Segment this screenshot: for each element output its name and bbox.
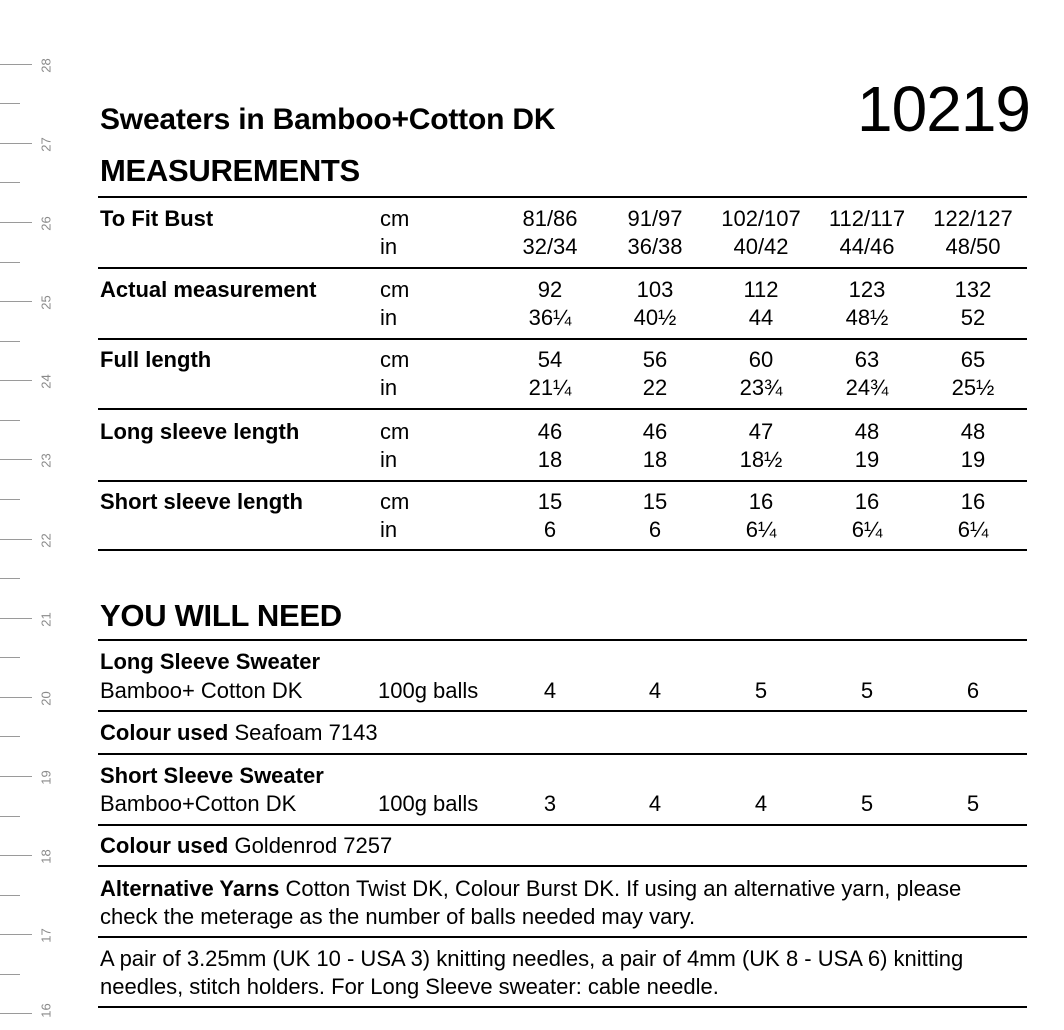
value: 32/34 — [522, 234, 578, 259]
ruler-number: 23 — [38, 453, 54, 468]
value: 16 — [854, 489, 880, 514]
value: 48 — [854, 419, 880, 444]
ball-count: 6 — [966, 678, 980, 703]
short-ball-unit: 100g balls — [378, 791, 479, 816]
ruler-tick — [0, 420, 20, 421]
rule — [98, 824, 1027, 826]
alt-text: Cotton Twist DK, Colour Burst DK. If using an alternative yarn, please check the meterage as the number of balls needed may vary. — [100, 876, 962, 929]
ruler-tick — [0, 895, 20, 896]
rule — [98, 480, 1027, 482]
ruler-tick — [0, 222, 32, 223]
rule — [98, 865, 1027, 867]
ruler-tick — [0, 143, 32, 144]
ruler-tick — [0, 776, 32, 777]
value: 56 — [642, 347, 668, 372]
unit-cm: cm — [380, 347, 410, 372]
ruler-tick — [0, 64, 32, 65]
unit-cm: cm — [380, 277, 410, 302]
rule — [98, 408, 1027, 410]
ball-count: 4 — [754, 791, 768, 816]
value: 40/42 — [733, 234, 789, 259]
value: 23¾ — [739, 375, 783, 400]
ruler-tick — [0, 618, 32, 619]
value: 44/46 — [839, 234, 895, 259]
long-yarn: Bamboo+ Cotton DK — [100, 678, 303, 703]
rule — [98, 639, 1027, 641]
value: 48 — [960, 419, 986, 444]
ruler-tick — [0, 934, 32, 935]
value: 112/117 — [828, 206, 906, 231]
ruler-number: 25 — [38, 295, 54, 310]
value: 123 — [848, 277, 886, 302]
value: 24¾ — [845, 375, 889, 400]
value: 18 — [537, 447, 563, 472]
value: 102/107 — [721, 206, 801, 231]
rule — [98, 549, 1027, 551]
pattern-code: 10219 — [857, 73, 1030, 145]
rule — [98, 936, 1027, 938]
value: 22 — [642, 375, 668, 400]
value: 6 — [648, 517, 662, 542]
value: 54 — [537, 347, 563, 372]
unit-in: in — [380, 447, 398, 472]
ball-count: 3 — [543, 791, 557, 816]
row-label: Full length — [100, 347, 212, 372]
ball-count: 5 — [860, 678, 874, 703]
long-ball-unit: 100g balls — [378, 678, 479, 703]
ruler-number: 22 — [38, 533, 54, 548]
ruler-tick — [0, 182, 20, 183]
value: 6¼ — [851, 517, 883, 542]
unit-cm: cm — [380, 419, 410, 444]
ruler-number: 16 — [38, 1003, 54, 1018]
ruler-tick — [0, 301, 32, 302]
unit-in: in — [380, 517, 398, 542]
ruler-tick — [0, 578, 20, 579]
value: 18 — [642, 447, 668, 472]
ruler-tick — [0, 1013, 32, 1014]
value: 46 — [537, 419, 563, 444]
series-title: Sweaters in Bamboo+Cotton DK — [100, 103, 556, 136]
value: 48½ — [845, 305, 889, 330]
value: 15 — [537, 489, 563, 514]
unit-cm: cm — [380, 489, 410, 514]
unit-in: in — [380, 375, 398, 400]
value: 19 — [854, 447, 880, 472]
value: 15 — [642, 489, 668, 514]
value: 46 — [642, 419, 668, 444]
value: 6¼ — [745, 517, 777, 542]
long-sleeve-heading: Long Sleeve Sweater — [100, 649, 321, 674]
value: 19 — [960, 447, 986, 472]
short-colour-line — [100, 832, 392, 860]
value: 103 — [636, 277, 674, 302]
ruler-tick — [0, 736, 20, 737]
ball-count: 4 — [648, 678, 662, 703]
ball-count: 5 — [860, 791, 874, 816]
value: 60 — [748, 347, 774, 372]
value: 52 — [960, 305, 986, 330]
long-colour-line — [100, 719, 378, 747]
ruler-number: 20 — [38, 691, 54, 706]
needles-note: A pair of 3.25mm (UK 10 - USA 3) knitting needles, a pair of 4mm (UK 8 - USA 6) knitting needles, stitch holders. For Long Sleeve sweater: cable needle. — [100, 946, 964, 999]
measurements-heading: MEASUREMENTS — [100, 153, 360, 188]
value: 63 — [854, 347, 880, 372]
value: 36/38 — [627, 234, 683, 259]
value: 44 — [748, 305, 774, 330]
value: 6 — [543, 517, 557, 542]
value: 91/97 — [627, 206, 683, 231]
value: 18½ — [739, 447, 783, 472]
rule — [98, 196, 1027, 198]
value: 25½ — [951, 375, 995, 400]
value: 6¼ — [957, 517, 989, 542]
you-will-need-heading: YOU WILL NEED — [100, 598, 342, 633]
ruler-number: 21 — [38, 612, 54, 627]
short-sleeve-heading: Short Sleeve Sweater — [100, 763, 324, 788]
value: 47 — [748, 419, 774, 444]
ruler-tick — [0, 103, 20, 104]
ruler-tick — [0, 816, 20, 817]
rule — [98, 753, 1027, 755]
unit-cm: cm — [380, 206, 410, 231]
ball-count: 5 — [966, 791, 980, 816]
ruler-number: 27 — [38, 137, 54, 152]
value: 112 — [743, 277, 779, 302]
row-label: To Fit Bust — [100, 206, 214, 231]
ball-count: 5 — [754, 678, 768, 703]
ruler-tick — [0, 459, 32, 460]
rule — [98, 338, 1027, 340]
ball-count: 4 — [543, 678, 557, 703]
side-ruler — [0, 0, 60, 1030]
value: 132 — [954, 277, 992, 302]
row-label: Short sleeve length — [100, 489, 303, 514]
ruler-number: 26 — [38, 216, 54, 231]
ruler-tick — [0, 697, 32, 698]
colour-label: Colour used — [100, 833, 229, 858]
alt-label: Alternative Yarns — [100, 876, 280, 901]
rule — [98, 1006, 1027, 1008]
value: 48/50 — [945, 234, 1001, 259]
value: 21¼ — [528, 375, 572, 400]
colour-value: Goldenrod 7257 — [228, 833, 393, 858]
value: 16 — [960, 489, 986, 514]
value: 16 — [748, 489, 774, 514]
ruler-tick — [0, 855, 32, 856]
ruler-number: 19 — [38, 770, 54, 785]
ruler-number: 24 — [38, 374, 54, 389]
ruler-tick — [0, 262, 20, 263]
ruler-number: 17 — [38, 928, 54, 943]
value: 36¼ — [528, 305, 572, 330]
value: 92 — [537, 277, 563, 302]
rule — [98, 267, 1027, 269]
ball-count: 4 — [648, 791, 662, 816]
ruler-tick — [0, 499, 20, 500]
alternative-yarns-note — [100, 875, 1020, 931]
ruler-tick — [0, 539, 32, 540]
colour-value: Seafoam 7143 — [228, 720, 378, 745]
unit-in: in — [380, 234, 398, 259]
ruler-tick — [0, 974, 20, 975]
ruler-number: 18 — [38, 849, 54, 864]
colour-label: Colour used — [100, 720, 229, 745]
ruler-tick — [0, 380, 32, 381]
value: 65 — [960, 347, 986, 372]
ruler-number: 28 — [38, 58, 54, 73]
row-label: Actual measurement — [100, 277, 317, 302]
value: 81/86 — [522, 206, 578, 231]
unit-in: in — [380, 305, 398, 330]
short-yarn: Bamboo+Cotton DK — [100, 791, 297, 816]
value: 122/127 — [933, 206, 1013, 231]
ruler-tick — [0, 657, 20, 658]
value: 40½ — [633, 305, 677, 330]
rule — [98, 710, 1027, 712]
row-label: Long sleeve length — [100, 419, 300, 444]
ruler-tick — [0, 341, 20, 342]
